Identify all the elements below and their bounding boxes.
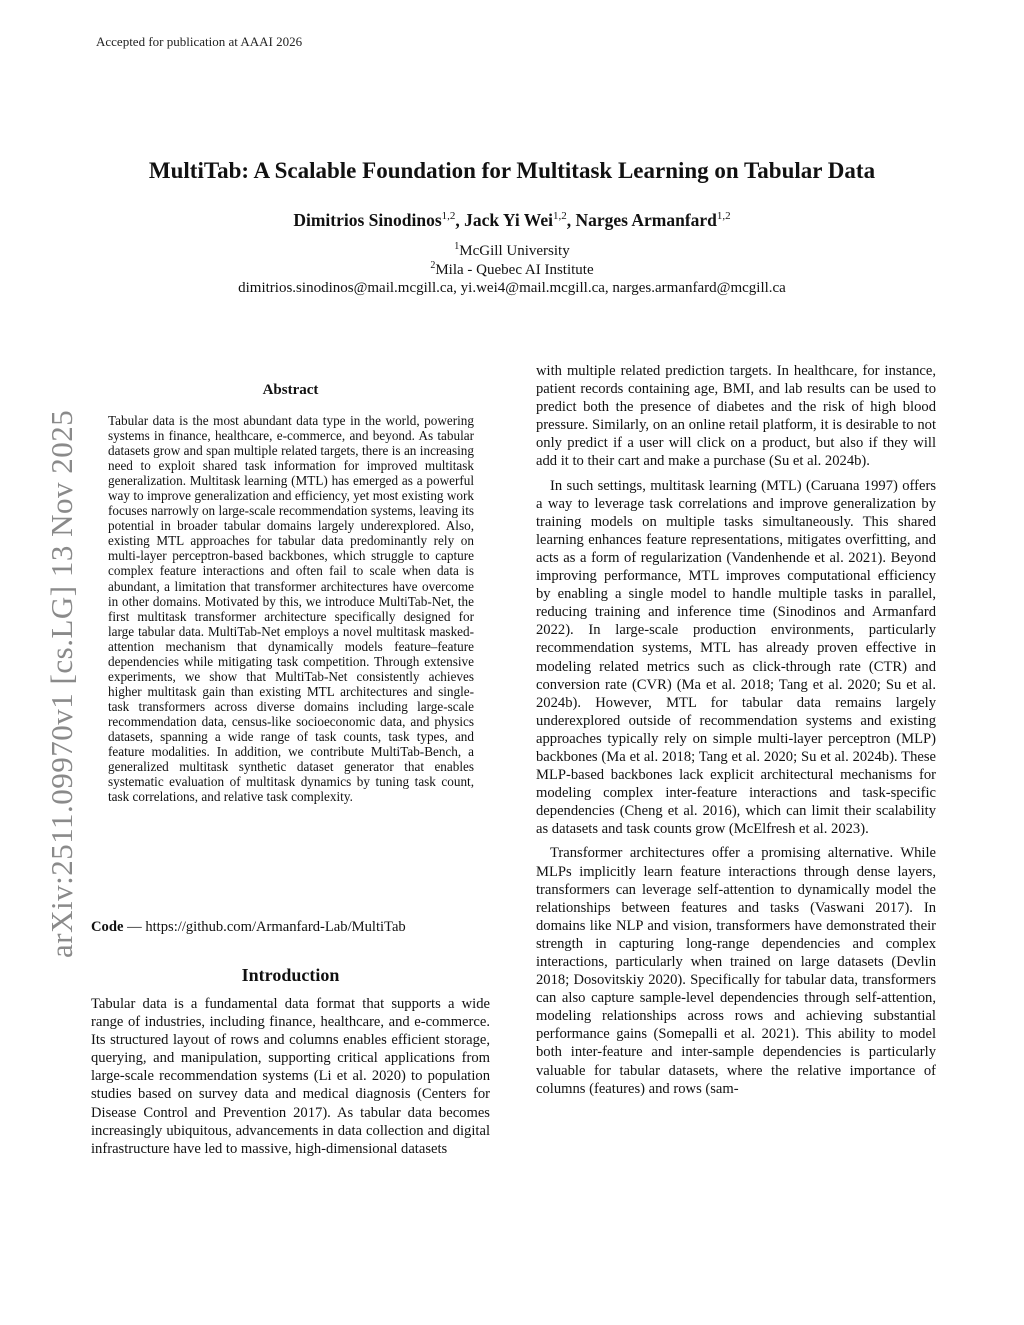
author-list (0, 210, 1024, 231)
affiliation-number: 1 (454, 241, 460, 252)
code-link-line (91, 919, 490, 936)
author-emails: dimitrios.sinodinos@mail.mcgill.ca, yi.wei4@mail.mcgill.ca, narges.armanfard@mcgill.ca (238, 280, 786, 296)
body-paragraph: with multiple related prediction targets. In healthcare, for instance, patient records containing age, BMI, and lab results can be used to predict both the presence of diabetes and the risk of high blood pressure. Similarly, on an online retail platform, it is desirable to not only predict if a user will click on a product, but also if they will add it to their cart and make a purchase (Su et al. 2024b). (536, 363, 936, 470)
code-label: Code (91, 919, 124, 935)
code-dash: — (123, 919, 146, 935)
code-repository-link[interactable]: https://github.com/Armanfard-Lab/MultiTab (145, 919, 406, 935)
author-name: Jack Yi Wei (464, 210, 553, 230)
body-paragraph: Transformer architectures offer a promising alternative. While MLPs implicitly learn feature interactions through dense layers, transformers can leverage self-attention to dynamically model the relationships between features and tasks (Vaswani 2017). In domains like NLP and vision, transformers have demonstrated their strength in capturing long-range dependencies and complex interactions, particularly when trained on large datasets (Devlin 2018; Dosovitskiy 2020). Specifically for tabular data, transformers can also capture sample-level dependencies through self-attention, modeling relationships across rows and achieving substantial performance gains (Somepalli et al. 2021). This ability to model both inter-feature and inter-sample dependencies is particularly valuable for tabular datasets, where the relative importance of columns (features) and rows (sam- (536, 845, 936, 1097)
right-column (536, 362, 936, 1098)
abstract-text: Tabular data is the most abundant data type in the world, powering systems in finance, healthcare, e-commerce, and beyond. As tabular datasets grow and span multiple related targets, there is an increasing need to exploit shared task information for improved multitask generalization. Multitask learning (MTL) has emerged as a powerful way to improve generalization and efficiency, yet most existing work focuses narrowly on large-scale recommendation systems, leaving its potential in broader tabular domains largely underexplored. Also, existing MTL approaches for tabular data predominantly rely on multi-layer perceptron-based backbones, which struggle to capture complex feature interactions and often fail to scale when data is abundant, a limitation that transformer architectures have overcome in other domains. Motivated by this, we introduce MultiTab-Net, the first multitask transformer architecture specifically designed for large tabular data. MultiTab-Net employs a novel multitask masked-attention mechanism that dynamically models feature–feature dependencies while mitigating task competition. Through extensive experiments, we show that MultiTab-Net consistently achieves higher multitask gain than existing MTL architectures and single-task transformers across diverse domains including large-scale recommendation data, census-like socioeconomic data, and physics datasets, spanning a wide range of task counts, task types, and feature modalities. In addition, we contribute MultiTab-Bench, a generalized multitask synthetic dataset generator that enables systematic evaluation of multitask dynamics by tuning task count, task correlations, and relative task complexity. (108, 413, 474, 805)
author-affiliation-mark: 1,2 (552, 210, 567, 223)
introduction-left-text: Tabular data is a fundamental data format that supports a wide range of industries, including finance, healthcare, and e-commerce. Its structured layout of rows and columns enables efficient storage, querying, and manipulation, supporting critical applications from large-scale recommendation systems (Li et al. 2020) to population studies based on survey data and medical diagnosis (Centers for Disease Control and Prevention 2017). As tabular data becomes increasingly ubiquitous, advancements in data collection and digital infrastructure have led to massive, high-dimensional datasets (91, 996, 490, 1157)
author-affiliation-mark: 1,2 (441, 210, 456, 223)
author-name: Dimitrios Sinodinos (293, 210, 442, 230)
author-affiliation-mark: 1,2 (716, 210, 731, 223)
arxiv-identifier: arXiv:2511.09970v1 [cs.LG] 13 Nov 2025 (44, 409, 79, 958)
introduction-heading: Introduction (241, 965, 340, 985)
author-separator: , (455, 210, 465, 230)
affiliation-name: McGill University (459, 243, 570, 259)
body-paragraph: In such settings, multitask learning (MTL) (Caruana 1997) offers a way to leverage task correlations and improve generalization by training models on multiple tasks simultaneously. This shared learning enhances feature representations, mitigates overfitting, and acts as a form of regularization (Vandenhende et al. 2021). Beyond improving performance, MTL improves computational efficiency by enabling a single model to handle multiple tasks in parallel, reducing training and inference time (Sinodinos and Armanfard 2022). In large-scale production environments, particularly recommendation systems, MTL has already proven effective in modeling related metrics such as click-through rate (CTR) and conversion rate (CVR) (Ma et al. 2018; Tang et al. 2020; Su et al. 2024b). However, MTL for tabular data remains largely underexplored outside of recommendation systems and existing approaches typically rely on simple multi-layer perceptron (MLP) backbones (Ma et al. 2018; Tang et al. 2020; Su et al. 2024b). These MLP-based backbones lack explicit architectural mechanisms for modeling complex inter-feature interactions and task-specific dependencies (Cheng et al. 2016), which can limit their scalability as datasets and task counts grow (McElfresh et al. 2023). (536, 477, 936, 838)
paper-title: MultiTab: A Scalable Foundation for Multitask Learning on Tabular Data (148, 158, 876, 183)
author-name: Narges Armanfard (575, 210, 717, 230)
affiliation-number: 2 (430, 260, 436, 271)
affiliation-line (0, 241, 1024, 260)
affiliation-line (0, 260, 1024, 279)
abstract-heading: Abstract (262, 382, 319, 398)
author-separator: , (566, 210, 576, 230)
affiliation-name: Mila - Quebec AI Institute (435, 262, 594, 278)
publication-note: Accepted for publication at AAAI 2026 (96, 34, 303, 49)
